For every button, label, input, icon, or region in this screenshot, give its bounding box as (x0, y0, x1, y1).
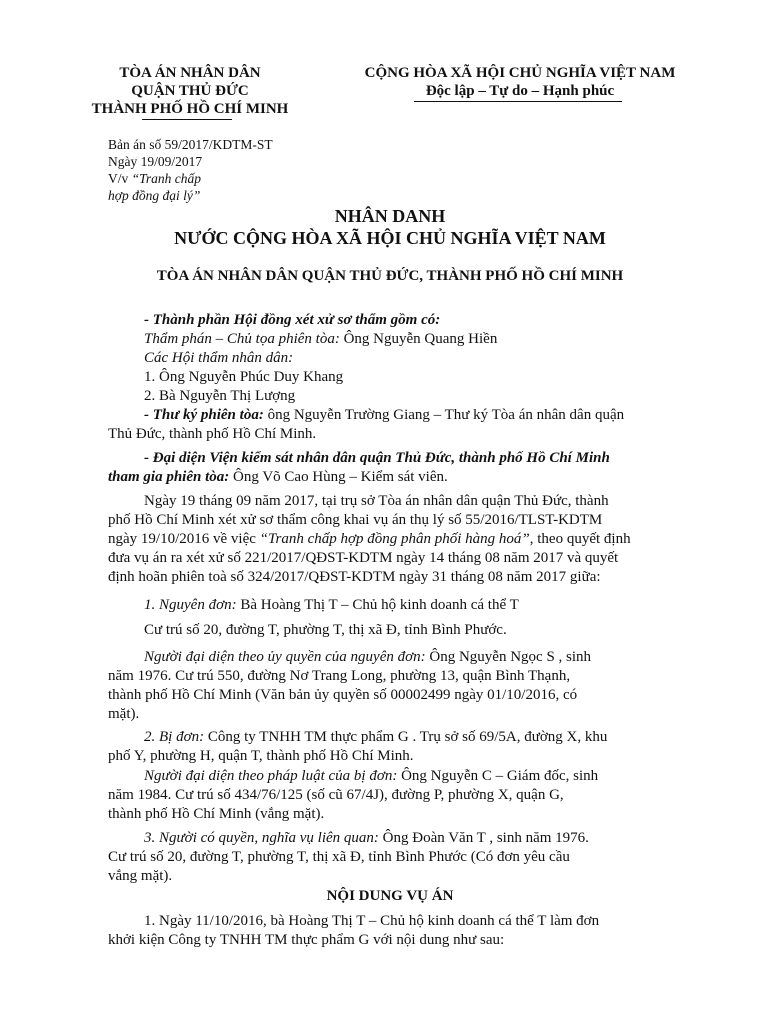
title-court: TÒA ÁN NHÂN DÂN QUẬN THỦ ĐỨC, THÀNH PHỐ HỒ CHÍ MINH (156, 268, 624, 284)
related-party: 3. Người có quyền, nghĩa vụ liên quan: Ông Đoàn Văn T , sinh năm 1976. (144, 830, 589, 846)
panel-clerk-line2: Thủ Đức, thành phố Hồ Chí Minh. (108, 426, 317, 442)
case-number: Bản án số 59/2017/KDTM-ST (108, 137, 273, 152)
panel-judge: Thẩm phán – Chủ tọa phiên tòa: Ông Nguyễn Quang Hiền (144, 331, 498, 347)
hearing-line3: ngày 19/10/2016 về việc “Tranh chấp hợp đồng phân phối hàng hoá”, theo quyết định (108, 531, 631, 547)
case-date: Ngày 19/09/2017 (108, 154, 203, 169)
hearing-line1: Ngày 19 tháng 09 năm 2017, tại trụ sở Tòa án nhân dân quận Thủ Đức, thành (144, 493, 609, 509)
nation-name: CỘNG HÒA XÃ HỘI CHỦ NGHĨA VIỆT NAM (364, 65, 676, 81)
title-country: NƯỚC CỘNG HÒA XÃ HỘI CHỦ NGHĨA VIỆT NAM (174, 228, 606, 248)
court-header (70, 64, 310, 118)
hearing-line4: đưa vụ án ra xét xử số 221/2017/QĐST-KDTM ngày 14 tháng 08 năm 2017 và quyết (108, 550, 619, 566)
defendant-rep-line3: thành phố Hồ Chí Minh (vắng mặt). (108, 806, 325, 822)
related-party-line3: vắng mặt). (108, 868, 173, 884)
defendant-line2: phố Y, phường H, quận T, thành phố Hồ Chí Minh. (108, 748, 414, 764)
plaintiff-representative: Người đại diện theo ủy quyền của nguyên đơn: Ông Nguyễn Ngọc S , sinh (144, 649, 592, 665)
case-subject-line2: hợp đồng đại lý” (108, 188, 201, 203)
court-name-line1: TÒA ÁN NHÂN DÂN (119, 65, 261, 81)
hearing-line5: định hoãn phiên toà số 324/2017/QĐST-KDTM ngày 31 tháng 08 năm 2017 giữa: (108, 569, 601, 585)
motto-underline (414, 101, 622, 102)
case-subject: V/v “Tranh chấp (108, 171, 202, 186)
content-line1: 1. Ngày 11/10/2016, bà Hoàng Thị T – Chủ hộ kinh doanh cá thể T làm đơn (144, 913, 600, 929)
plaintiff-rep-line4: mặt). (108, 706, 140, 722)
procuracy-line2: tham gia phiên tòa: Ông Võ Cao Hùng – Kiểm sát viên. (108, 469, 448, 485)
related-party-line2: Cư trú số 20, đường T, phường T, thị xã Đ, tỉnh Bình Phước (Có đơn yêu cầu (108, 849, 570, 865)
panel-assessor-2: 2. Bà Nguyễn Thị Lượng (144, 388, 296, 404)
plaintiff-rep-line2: năm 1976. Cư trú 550, đường Nơ Trang Long, phường 13, quận Bình Thạnh, (108, 668, 571, 684)
panel-assessor-1: 1. Ông Nguyễn Phúc Duy Khang (144, 369, 344, 385)
content-line2: khởi kiện Công ty TNHH TM thực phẩm G với nội dung như sau: (108, 932, 505, 948)
procuracy-label: - Đại diện Viện kiểm sát nhân dân quận Thủ Đức, thành phố Hồ Chí Minh (144, 450, 610, 466)
defendant-rep-line2: năm 1984. Cư trú số 434/76/125 (số cũ 67/4J), đường P, phường X, quận G, (108, 787, 564, 803)
case-meta (108, 136, 273, 204)
plaintiff: 1. Nguyên đơn: Bà Hoàng Thị T – Chủ hộ kinh doanh cá thể T (144, 597, 519, 613)
section-heading-case-content: NỘI DUNG VỤ ÁN (326, 888, 454, 904)
hearing-line2: phố Hồ Chí Minh xét xử sơ thẩm công khai vụ án thụ lý số 55/2016/TLST-KDTM (108, 512, 603, 528)
panel-heading: - Thành phần Hội đồng xét xử sơ thẩm gồm có: (144, 312, 441, 328)
defendant: 2. Bị đơn: Công ty TNHH TM thực phẩm G . Trụ sở số 69/5A, đường X, khu (144, 729, 608, 745)
court-header-underline (142, 119, 232, 120)
nation-motto: Độc lập – Tự do – Hạnh phúc (425, 83, 615, 99)
panel-clerk: - Thư ký phiên tòa: ông Nguyễn Trường Giang – Thư ký Tòa án nhân dân quận (144, 407, 625, 423)
plaintiff-residence: Cư trú số 20, đường T, phường T, thị xã Đ, tỉnh Bình Phước. (144, 622, 507, 638)
court-name-line3: THÀNH PHỐ HỒ CHÍ MINH (91, 101, 289, 117)
nation-header (330, 64, 710, 100)
title-in-name: NHÂN DANH (334, 206, 446, 226)
court-name-line2: QUẬN THỦ ĐỨC (131, 83, 249, 99)
defendant-representative: Người đại diện theo pháp luật của bị đơn: Ông Nguyễn C – Giám đốc, sinh (144, 768, 599, 784)
plaintiff-rep-line3: thành phố Hồ Chí Minh (Văn bản ủy quyền số 00002499 ngày 01/10/2016, có (108, 687, 578, 703)
panel-assessors-label: Các Hội thẩm nhân dân: (144, 350, 294, 366)
